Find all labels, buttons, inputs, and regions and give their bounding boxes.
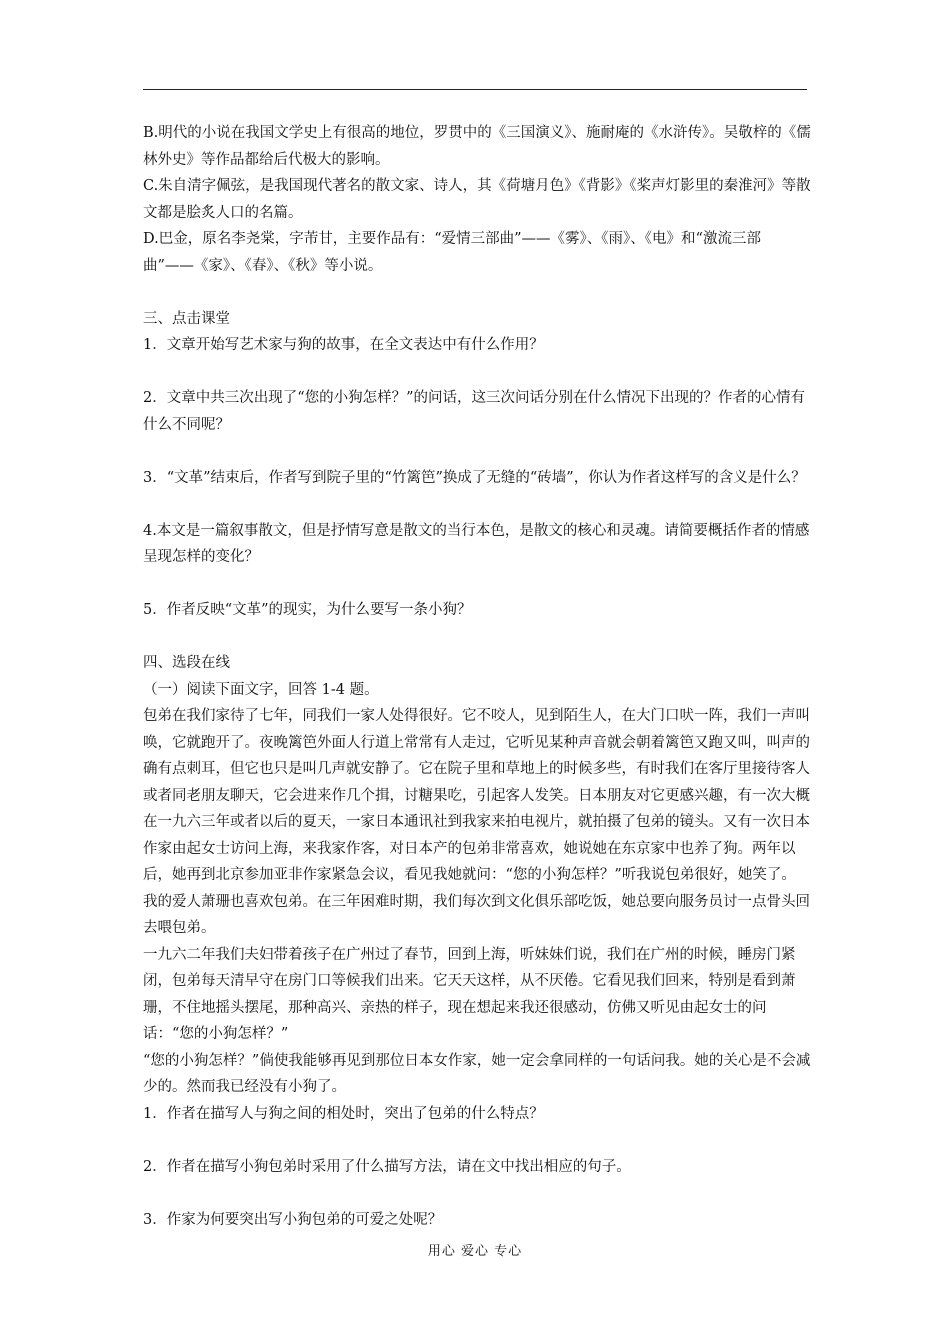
question: 1．文章开始写艺术家与狗的故事，在全文表达中有什么作用？	[143, 337, 544, 353]
header-rule	[143, 89, 807, 90]
question: 4.本文是一篇叙事散文，但是抒情写意是散文的当行本色，是散文的核心和灵魂。请简要概括作者的情感呈现怎样的变化？	[143, 522, 810, 565]
section-heading-4: 四、选段在线	[143, 655, 230, 671]
option-c: C.朱自清字佩弦，是我国现代著名的散文家、诗人，其《荷塘月色》《背影》《桨声灯影里的秦淮河》等散文都是脍炙人口的名篇。	[143, 178, 811, 221]
section-heading-3: 三、点击课堂	[143, 310, 230, 327]
question: 2．文章中共三次出现了“您的小狗怎样？”的问话，这三次问话分别在什么情况下出现的？作者的心情有什么不同呢？	[143, 390, 806, 433]
page-footer: 用心 爱心 专心	[427, 1244, 523, 1259]
document-body	[143, 120, 811, 1233]
option-b: B.明代的小说在我国文学史上有很高的地位，罗贯中的《三国演义》、施耐庵的《水浒传》。吴敬梓的《儒林外史》等作品都给后代极大的影响。	[143, 125, 811, 168]
passage-paragraph: 我的爱人萧珊也喜欢包弟。在三年困难时期，我们每次到文化俱乐部吃饭，她总要向服务员讨一点骨头回去喂包弟。	[143, 893, 810, 936]
section-subheading: （一）阅读下面文字，回答 1-4 题。	[143, 681, 379, 698]
passage-paragraph: “您的小狗怎样？”倘使我能够再见到那位日本女作家，她一定会拿同样的一句话问我。她的关心是不会减少的。然而我已经没有小狗了。	[143, 1052, 811, 1095]
question: 1．作者在描写人与狗之间的相处时，突出了包弟的什么特点？	[143, 1105, 544, 1122]
passage-paragraph: 包弟在我们家待了七年，同我们一家人处得很好。它不咬人，见到陌生人，在大门口吠一阵，我们一声叫唤，它就跑开了。夜晚篱笆外面人行道上常常有人走过，它听见某种声音就会朝着篱笆又跑又叫，叫声的确有点刺耳，但它也只是叫几声就安静了。它在院子里和草地上的时候多些，有时我们在客厅里接待客人或者同老朋友聊天，它会进来作几个揖，讨糖果吃，引起客人发笑。日本朋友对它更感兴趣，有一次大概在一九六三年或者以后的夏天，一家日本通讯社到我家来拍电视片，就拍摄了包弟的镜头。又有一次日本作家由起女士访问上海，来我家作客，对日本产的包弟非常喜欢，她说她在东京家中也养了狗。两年以后，她再到北京参加亚非作家紧急会议，看见我她就问：“您的小狗怎样？”听我说包弟很好，她笑了。	[143, 708, 810, 883]
question: 2．作者在描写小狗包弟时采用了什么描写方法，请在文中找出相应的句子。	[143, 1158, 631, 1175]
option-d: D.巴金，原名李尧棠，字芾甘，主要作品有：“爱情三部曲”——《雾》、《雨》、《电》和“激流三部曲”——《家》、《春》、《秋》等小说。	[143, 231, 761, 274]
question: 3．作家为何要突出写小狗包弟的可爱之处呢？	[143, 1211, 443, 1228]
passage-paragraph: 一九六二年我们夫妇带着孩子在广州过了春节，回到上海，听妹妹们说，我们在广州的时候，睡房门紧闭，包弟每天清早守在房门口等候我们出来。它天天这样，从不厌倦。它看见我们回来，特别是看到萧珊，不住地摇头摆尾，那种高兴、亲热的样子，现在想起来我还很感动，仿佛又听见由起女士的问话：“您的小狗怎样？”	[143, 946, 796, 1042]
question: 5．作者反映“文革”的现实，为什么要写一条小狗？	[143, 602, 472, 618]
question: 3．“文革”结束后，作者写到院子里的“竹篱笆”换成了无缝的“砖墙”，你认为作者这样写的含义是什么？	[143, 469, 806, 486]
